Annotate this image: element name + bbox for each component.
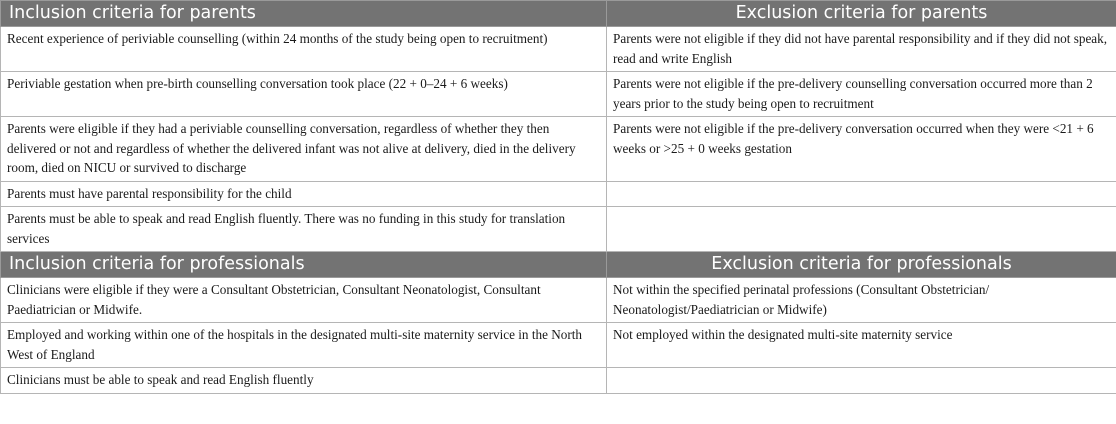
parents-exclusion-cell: Parents were not eligible if the pre-delivery conversation occurred when they were <21 + 6 weeks or >25 + 0 weeks gestation: [607, 117, 1116, 182]
professionals-inclusion-cell: Clinicians were eligible if they were a Consultant Obstetrician, Consultant Neonatologist, Consultant Paediatrician or Midwife.: [1, 278, 607, 323]
parents-exclusion-header: Exclusion criteria for parents: [607, 1, 1116, 27]
professionals-exclusion-cell: [607, 368, 1116, 394]
table-row: [1, 207, 1116, 252]
table-row: [1, 278, 1116, 323]
parents-header-row: [1, 1, 1116, 27]
professionals-inclusion-cell: Employed and working within one of the hospitals in the designated multi-site maternity service in the North West of England: [1, 323, 607, 368]
parents-exclusion-cell: [607, 181, 1116, 207]
table-row: [1, 368, 1116, 394]
professionals-exclusion-header: Exclusion criteria for professionals: [607, 252, 1116, 278]
table-row: [1, 323, 1116, 368]
table-row: [1, 27, 1116, 72]
parents-inclusion-cell: Parents were eligible if they had a periviable counselling conversation, regardless of whether they then delivered or not and regardless of whether the delivered infant was not alive at delivery, died in the delivery room, died on NICU or survived to discharge: [1, 117, 607, 182]
parents-exclusion-cell: [607, 207, 1116, 252]
professionals-inclusion-cell: Clinicians must be able to speak and read English fluently: [1, 368, 607, 394]
professionals-exclusion-cell: Not within the specified perinatal professions (Consultant Obstetrician/ Neonatologist/Paediatrician or Midwife): [607, 278, 1116, 323]
table-row: [1, 181, 1116, 207]
table-row: [1, 72, 1116, 117]
parents-inclusion-header: Inclusion criteria for parents: [1, 1, 607, 27]
parents-exclusion-cell: Parents were not eligible if the pre-delivery counselling conversation occurred more than 2 years prior to the study being open to recruitment: [607, 72, 1116, 117]
parents-inclusion-cell: Recent experience of periviable counselling (within 24 months of the study being open to recruitment): [1, 27, 607, 72]
parents-inclusion-cell: Parents must be able to speak and read English fluently. There was no funding in this study for translation services: [1, 207, 607, 252]
parents-inclusion-cell: Periviable gestation when pre-birth counselling conversation took place (22 + 0–24 + 6 weeks): [1, 72, 607, 117]
parents-exclusion-cell: Parents were not eligible if they did not have parental responsibility and if they did not speak, read and write English: [607, 27, 1116, 72]
professionals-exclusion-cell: Not employed within the designated multi-site maternity service: [607, 323, 1116, 368]
table-row: [1, 117, 1116, 182]
professionals-inclusion-header: Inclusion criteria for professionals: [1, 252, 607, 278]
parents-inclusion-cell: Parents must have parental responsibility for the child: [1, 181, 607, 207]
professionals-header-row: [1, 252, 1116, 278]
